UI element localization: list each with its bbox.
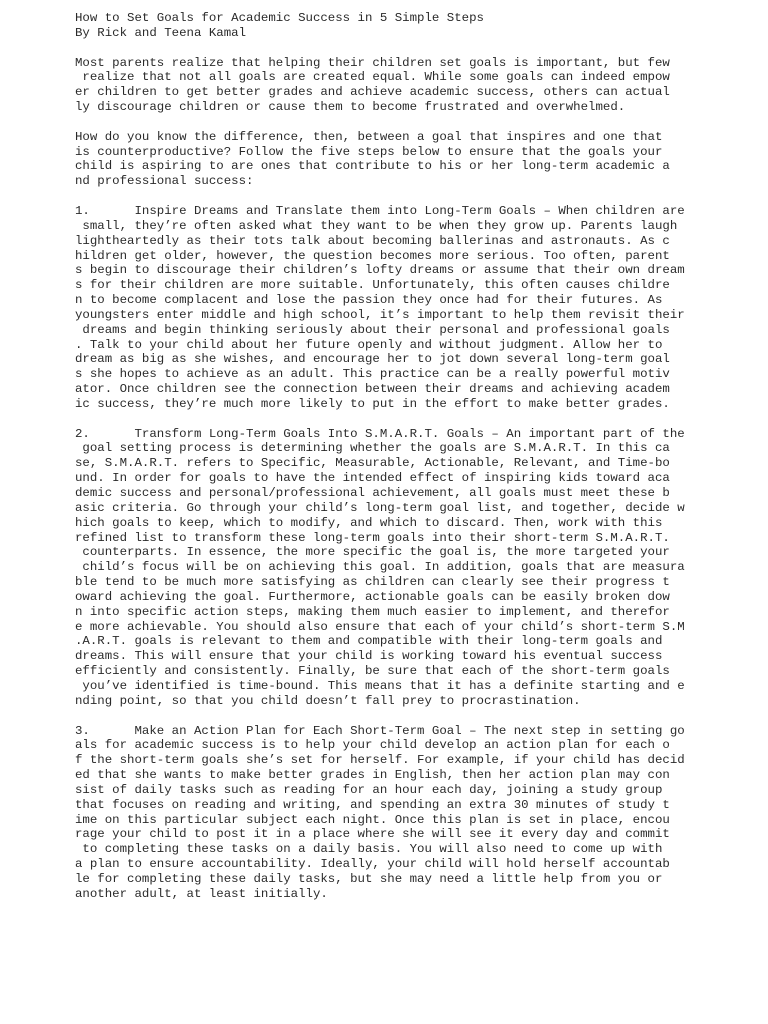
text-line: s begin to discourage their children’s lofty dreams or assume that their own dream bbox=[75, 263, 685, 278]
document-byline: By Rick and Teena Kamal bbox=[75, 25, 247, 40]
text-line: e more achievable. You should also ensure that each of your child’s short-term S.M bbox=[75, 619, 685, 634]
text-line: small, they’re often asked what they want to be when they grow up. Parents laugh bbox=[75, 218, 678, 233]
text-line: is counterproductive? Follow the five steps below to ensure that the goals your bbox=[75, 144, 663, 159]
text-line: nding point, so that you child doesn’t fall prey to procrastination. bbox=[75, 693, 581, 708]
text-line: s for their children are more suitable. Unfortunately, this often causes childre bbox=[75, 278, 670, 293]
text-line: rage your child to post it in a place where she will see it every day and commit bbox=[75, 827, 670, 842]
document-title: How to Set Goals for Academic Success in 5 Simple Steps bbox=[75, 11, 484, 25]
text-line: goal setting process is determining whether the goals are S.M.A.R.T. In this ca bbox=[75, 441, 670, 456]
step-1-paragraph bbox=[75, 204, 715, 412]
text-line: 3. Make an Action Plan for Each Short-Term Goal – The next step in setting go bbox=[75, 723, 685, 738]
text-line: ator. Once children see the connection between their dreams and achieving academ bbox=[75, 382, 670, 397]
text-line: ime on this particular subject each night. Once this plan is set in place, encou bbox=[75, 812, 670, 827]
text-line: und. In order for goals to have the intended effect of inspiring kids toward aca bbox=[75, 471, 670, 486]
text-line: ble tend to be much more satisfying as children can clearly see their progress t bbox=[75, 575, 670, 590]
text-line: als for academic success is to help your child develop an action plan for each o bbox=[75, 738, 670, 753]
text-line: hildren get older, however, the question becomes more serious. Too often, parent bbox=[75, 248, 670, 263]
spacer bbox=[75, 189, 715, 204]
text-line: Most parents realize that helping their children set goals is important, but few bbox=[75, 55, 670, 70]
text-line: to completing these tasks on a daily basis. You will also need to come up with bbox=[75, 842, 663, 857]
text-line: er children to get better grades and achieve academic success, others can actual bbox=[75, 85, 670, 100]
document-body bbox=[75, 11, 715, 902]
spacer bbox=[75, 41, 715, 56]
text-line: le for completing these daily tasks, but she may need a little help from you or bbox=[75, 871, 663, 886]
text-line: oward achieving the goal. Furthermore, actionable goals can be easily broken dow bbox=[75, 589, 670, 604]
text-line: How do you know the difference, then, between a goal that inspires and one that bbox=[75, 129, 663, 144]
text-line: another adult, at least initially. bbox=[75, 886, 328, 901]
text-line: . Talk to your child about her future openly and without judgment. Allow her to bbox=[75, 337, 663, 352]
paragraph-list bbox=[75, 56, 715, 902]
spacer bbox=[75, 709, 715, 724]
text-line: lightheartedly as their tots talk about becoming ballerinas and astronauts. As c bbox=[75, 233, 670, 248]
text-line: that focuses on reading and writing, and spending an extra 30 minutes of study t bbox=[75, 797, 670, 812]
text-line: a plan to ensure accountability. Ideally, your child will hold herself accountab bbox=[75, 857, 670, 872]
text-line: child’s focus will be on achieving this goal. In addition, goals that are measura bbox=[75, 560, 685, 575]
text-line: 1. Inspire Dreams and Translate them into Long-Term Goals – When children are bbox=[75, 203, 685, 218]
spacer bbox=[75, 412, 715, 427]
text-line: ed that she wants to make better grades in English, then her action plan may con bbox=[75, 768, 670, 783]
question-paragraph bbox=[75, 130, 715, 189]
text-line: ic success, they’re much more likely to put in the effort to make better grades. bbox=[75, 396, 670, 411]
text-line: asic criteria. Go through your child’s long-term goal list, and together, decide w bbox=[75, 500, 685, 515]
text-line: 2. Transform Long-Term Goals Into S.M.A.R.T. Goals – An important part of the bbox=[75, 426, 685, 441]
text-line: realize that not all goals are created equal. While some goals can indeed empow bbox=[75, 70, 670, 85]
step-3-paragraph bbox=[75, 724, 715, 902]
text-line: youngsters enter middle and high school, it’s important to help them revisit their bbox=[75, 307, 685, 322]
spacer bbox=[75, 115, 715, 130]
text-line: se, S.M.A.R.T. refers to Specific, Measurable, Actionable, Relevant, and Time-bo bbox=[75, 456, 670, 471]
text-line: s she hopes to achieve as an adult. This practice can be a really powerful motiv bbox=[75, 367, 670, 382]
text-line: n to become complacent and lose the passion they once had for their futures. As bbox=[75, 293, 663, 308]
text-line: demic success and personal/professional achievement, all goals must meet these b bbox=[75, 486, 670, 500]
text-line: sist of daily tasks such as reading for an hour each day, joining a study group bbox=[75, 782, 663, 797]
text-line: child is aspiring to are ones that contribute to his or her long-term academic a bbox=[75, 159, 670, 174]
text-line: dreams and begin thinking seriously about their personal and professional goals bbox=[75, 322, 670, 337]
text-line: you’ve identified is time-bound. This means that it has a definite starting and e bbox=[75, 678, 685, 693]
text-line: counterparts. In essence, the more specific the goal is, the more targeted your bbox=[75, 545, 670, 560]
text-line: dreams. This will ensure that your child is working toward his eventual success bbox=[75, 649, 663, 664]
text-line: n into specific action steps, making them much easier to implement, and therefor bbox=[75, 604, 670, 619]
text-line: refined list to transform these long-term goals into their short-term S.M.A.R.T. bbox=[75, 530, 670, 545]
text-line: f the short-term goals she’s set for herself. For example, if your child has decid bbox=[75, 753, 685, 768]
intro-paragraph bbox=[75, 56, 715, 115]
text-line: nd professional success: bbox=[75, 174, 254, 189]
text-line: ly discourage children or cause them to become frustrated and overwhelmed. bbox=[75, 100, 626, 115]
text-line: hich goals to keep, which to modify, and which to discard. Then, work with this bbox=[75, 515, 663, 530]
text-line: efficiently and consistently. Finally, be sure that each of the short-term goals bbox=[75, 664, 670, 679]
step-2-paragraph bbox=[75, 427, 715, 709]
text-line: dream as big as she wishes, and encourage her to jot down several long-term goal bbox=[75, 352, 670, 367]
text-line: .A.R.T. goals is relevant to them and compatible with their long-term goals and bbox=[75, 634, 663, 649]
